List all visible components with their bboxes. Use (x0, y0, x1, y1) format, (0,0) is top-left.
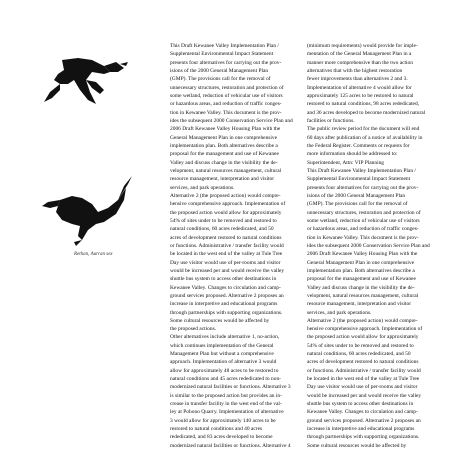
text-line: (GMP). The provisions call for the removal of (170, 76, 271, 83)
text-line: 54% of sites under to be removed and restored to (307, 342, 414, 349)
text-line: ground services proposed. Alternative 2 proposes an (170, 292, 284, 299)
text-line: manner more comprehensive than the two action (307, 59, 413, 66)
text-line: through partnerships with supporting organizations. (307, 434, 420, 441)
text-line: proposal for the management and use of Kewanee (307, 276, 416, 283)
text-line: implementation plan. Both alternatives describe a (170, 142, 278, 149)
text-line: restored to natural conditions and 40 acres (170, 426, 263, 433)
text-line: Some cultural resources would be affected by (170, 317, 270, 324)
text-line: be located in the west end of the valley at Tule Tree (170, 251, 283, 258)
text-line: resource management, interpretation and visitor (307, 301, 412, 308)
text-line: would be increased per and would receive the valley (170, 267, 285, 274)
text-line: Management Plan but without a comprehensive (170, 351, 274, 358)
text-line: Day use visitor would use of per-rooms and visitor (307, 384, 418, 391)
text-line: would be increased per and would receive the valley (307, 392, 422, 399)
text-line: Kewanee Valley. Changes to circulation and camp- (170, 284, 281, 291)
text-line: modernized natural facilities or functions. Alternative 4 (170, 442, 291, 449)
text-line: approximately 125 acres to be restored to natural (307, 92, 414, 99)
text-line: Alternative 2 (the proposed action) would compre- (307, 317, 418, 324)
text-line: isions of the 2000 General Management Plan (307, 192, 406, 199)
text-line: ley at Pohono Quarry. Implementation of alternative (170, 409, 284, 416)
text-line: the proposed actions. (170, 326, 217, 333)
text-line: Other alternatives include alternative 1, no-action, (170, 334, 280, 341)
text-line: natural conditions, 60 acres rededicated, and 50 (307, 351, 411, 358)
text-line: ides the subsequent 2000 Conservation Service Plan and (307, 242, 430, 249)
text-line: unnecessary structures, restoration and protection of (170, 84, 284, 91)
text-line: velopment, natural resources management, cultural (170, 167, 282, 174)
text-line: rededicated, and 83 acres developed to become (170, 434, 273, 441)
text-line: unnecessary structures, restoration and protection of (307, 209, 421, 216)
text-line: 3 would allow for approximately 140 acres to be (170, 417, 276, 424)
text-line: General Management Plan in one comprehensive (170, 134, 278, 141)
text-line: mentation of the General Management Plan in a (307, 51, 412, 58)
text-line: or hazardous areas, and reduction of traffic conges- (170, 101, 282, 108)
text-line: (GMP). The provisions call for the removal of (307, 201, 408, 208)
text-line: and 36 acres developed to become modernized natural (307, 109, 426, 116)
text-line: Superintendent, Attn: VIP Planning (307, 159, 385, 166)
text-line: acres of development restored to natural conditions (307, 359, 419, 366)
text-line: restored to natural conditions, 98 acres rededicated, (307, 101, 420, 108)
text-line: alternatives that with the highest restoration (307, 67, 403, 74)
text-line: which continues implementation of the General (170, 342, 274, 349)
text-line: 2006 Draft Kewanee Valley Housing Plan with the (170, 126, 281, 133)
text-line: hensive comprehensive approach. Implementation of (307, 326, 423, 333)
illustration-caption: Rethan, Aurran sex (74, 252, 113, 257)
text-line: modernized natural facilities or functions. Alternative 3 (170, 384, 291, 391)
text-line: ides the subsequent 2000 Conservation Service Plan and (170, 117, 293, 124)
text-line: some wetland, reduction of vehicular use of visitors (170, 92, 283, 99)
lower-raven-illustration (42, 176, 132, 246)
text-line: shuttle bus system to access other destinations in (307, 401, 414, 408)
text-line: Day use visitor would use of per-rooms and visitor (170, 259, 281, 266)
text-line: ground services proposed. Alternative 2 proposes an (307, 417, 421, 424)
text-line: Kewanee Valley. Changes to circulation and camp- (307, 409, 418, 416)
text-line: Valley and discuss change in the visibility the de- (170, 159, 278, 166)
text-line: fewer improvements than alternatives 2 and 3. (307, 76, 408, 83)
text-line: or functions. Administrative / transfer facility would (170, 242, 284, 249)
text-line: isions of the 2000 General Management Plan (170, 67, 269, 74)
text-line: be located in the west end of the valley at Tule Tree (307, 376, 420, 383)
text-line: General Management Plan in one comprehensive (307, 259, 415, 266)
text-line: acres of development restored to natural conditions (170, 234, 282, 241)
text-line: Some cultural resources would be affected by (307, 442, 407, 449)
text-line: proposal for the management and use of Kewanee (170, 151, 279, 158)
text-line: the Federal Register. Comments or requests for (307, 142, 410, 149)
text-column-right (307, 42, 443, 450)
text-line: facilities or functions. (307, 117, 355, 124)
text-line: services, and park operations. (170, 184, 235, 191)
text-line: 2006 Draft Kewanee Valley Housing Plan with the (307, 251, 418, 258)
text-line: or hazardous areas, and reduction of traffic conges- (307, 226, 419, 233)
text-line: implementation plan. Both alternatives describe a (307, 267, 415, 274)
text-line: tion in Kewanee Valley. This document is the prov- (170, 109, 282, 116)
text-line: increase in interpretive and educational programs (170, 301, 278, 308)
text-line: Supplemental Environmental Impact Statement (307, 176, 411, 183)
text-line: This Draft Kewanee Valley Implementation Plan / (170, 43, 279, 49)
text-line: services, and park operations. (307, 309, 372, 316)
raven-illustrations (0, 0, 150, 475)
text-line: increase in interpretive and educational programs (307, 426, 415, 433)
text-line: tion in Kewanee Valley. This document is the prov- (307, 234, 419, 241)
text-line: more information should be addressed to: (307, 151, 398, 158)
text-line: the proposed action would allow for approximately (307, 334, 419, 341)
text-line: natural conditions, 60 acres rededicated, and 50 (170, 226, 274, 233)
text-line: or functions. Administrative / transfer facility would (307, 367, 421, 374)
text-line: (minimum requirements) would provide for imple- (307, 43, 418, 49)
text-line: is similar to the proposed action but provides an in- (170, 392, 282, 399)
text-line: presents four alternatives for carrying out the prov- (170, 59, 282, 66)
text-line: velopment, natural resources management, cultural (307, 292, 419, 299)
text-line: allow for approximately 48 acres to be restored to (170, 367, 279, 374)
text-line: 60 days after publication of a notice of availability in (307, 134, 423, 141)
text-line: hensive comprehensive approach. Implementation of (170, 201, 286, 208)
text-line: through partnerships with supporting organizations. (170, 309, 283, 316)
text-line: Supplemental Environmental Impact Statement (170, 51, 274, 58)
text-line: Implementation of alternative 4 would allow for (307, 84, 412, 91)
upper-raven-illustration (44, 58, 128, 104)
text-line: natural conditions and 45 acres rededicated to non- (170, 376, 281, 383)
text-line: shuttle bus system to access other destinations in (170, 276, 277, 283)
text-line: crease in transfer facility in the west end of the val- (170, 401, 282, 408)
text-line: Valley and discuss change in the visibility the de- (307, 284, 415, 291)
text-column-left (170, 42, 306, 450)
text-line: This Draft Kewanee Valley Implementation Plan / (307, 167, 416, 174)
text-line: resource management, interpretation and visitor (170, 176, 275, 183)
text-line: Alternative 2 (the proposed action) would compre- (170, 192, 281, 199)
text-line: 54% of sites under to be removed and restored to (170, 217, 277, 224)
text-line: The public review period for the document will end (307, 126, 420, 133)
text-line: some wetland, reduction of vehicular use of visitors (307, 217, 420, 224)
text-line: presents four alternatives for carrying out the prov- (307, 184, 419, 191)
text-line: the proposed action would allow for approximately (170, 209, 282, 216)
text-line: approach. Implementation of alternative 3 would (170, 359, 277, 366)
